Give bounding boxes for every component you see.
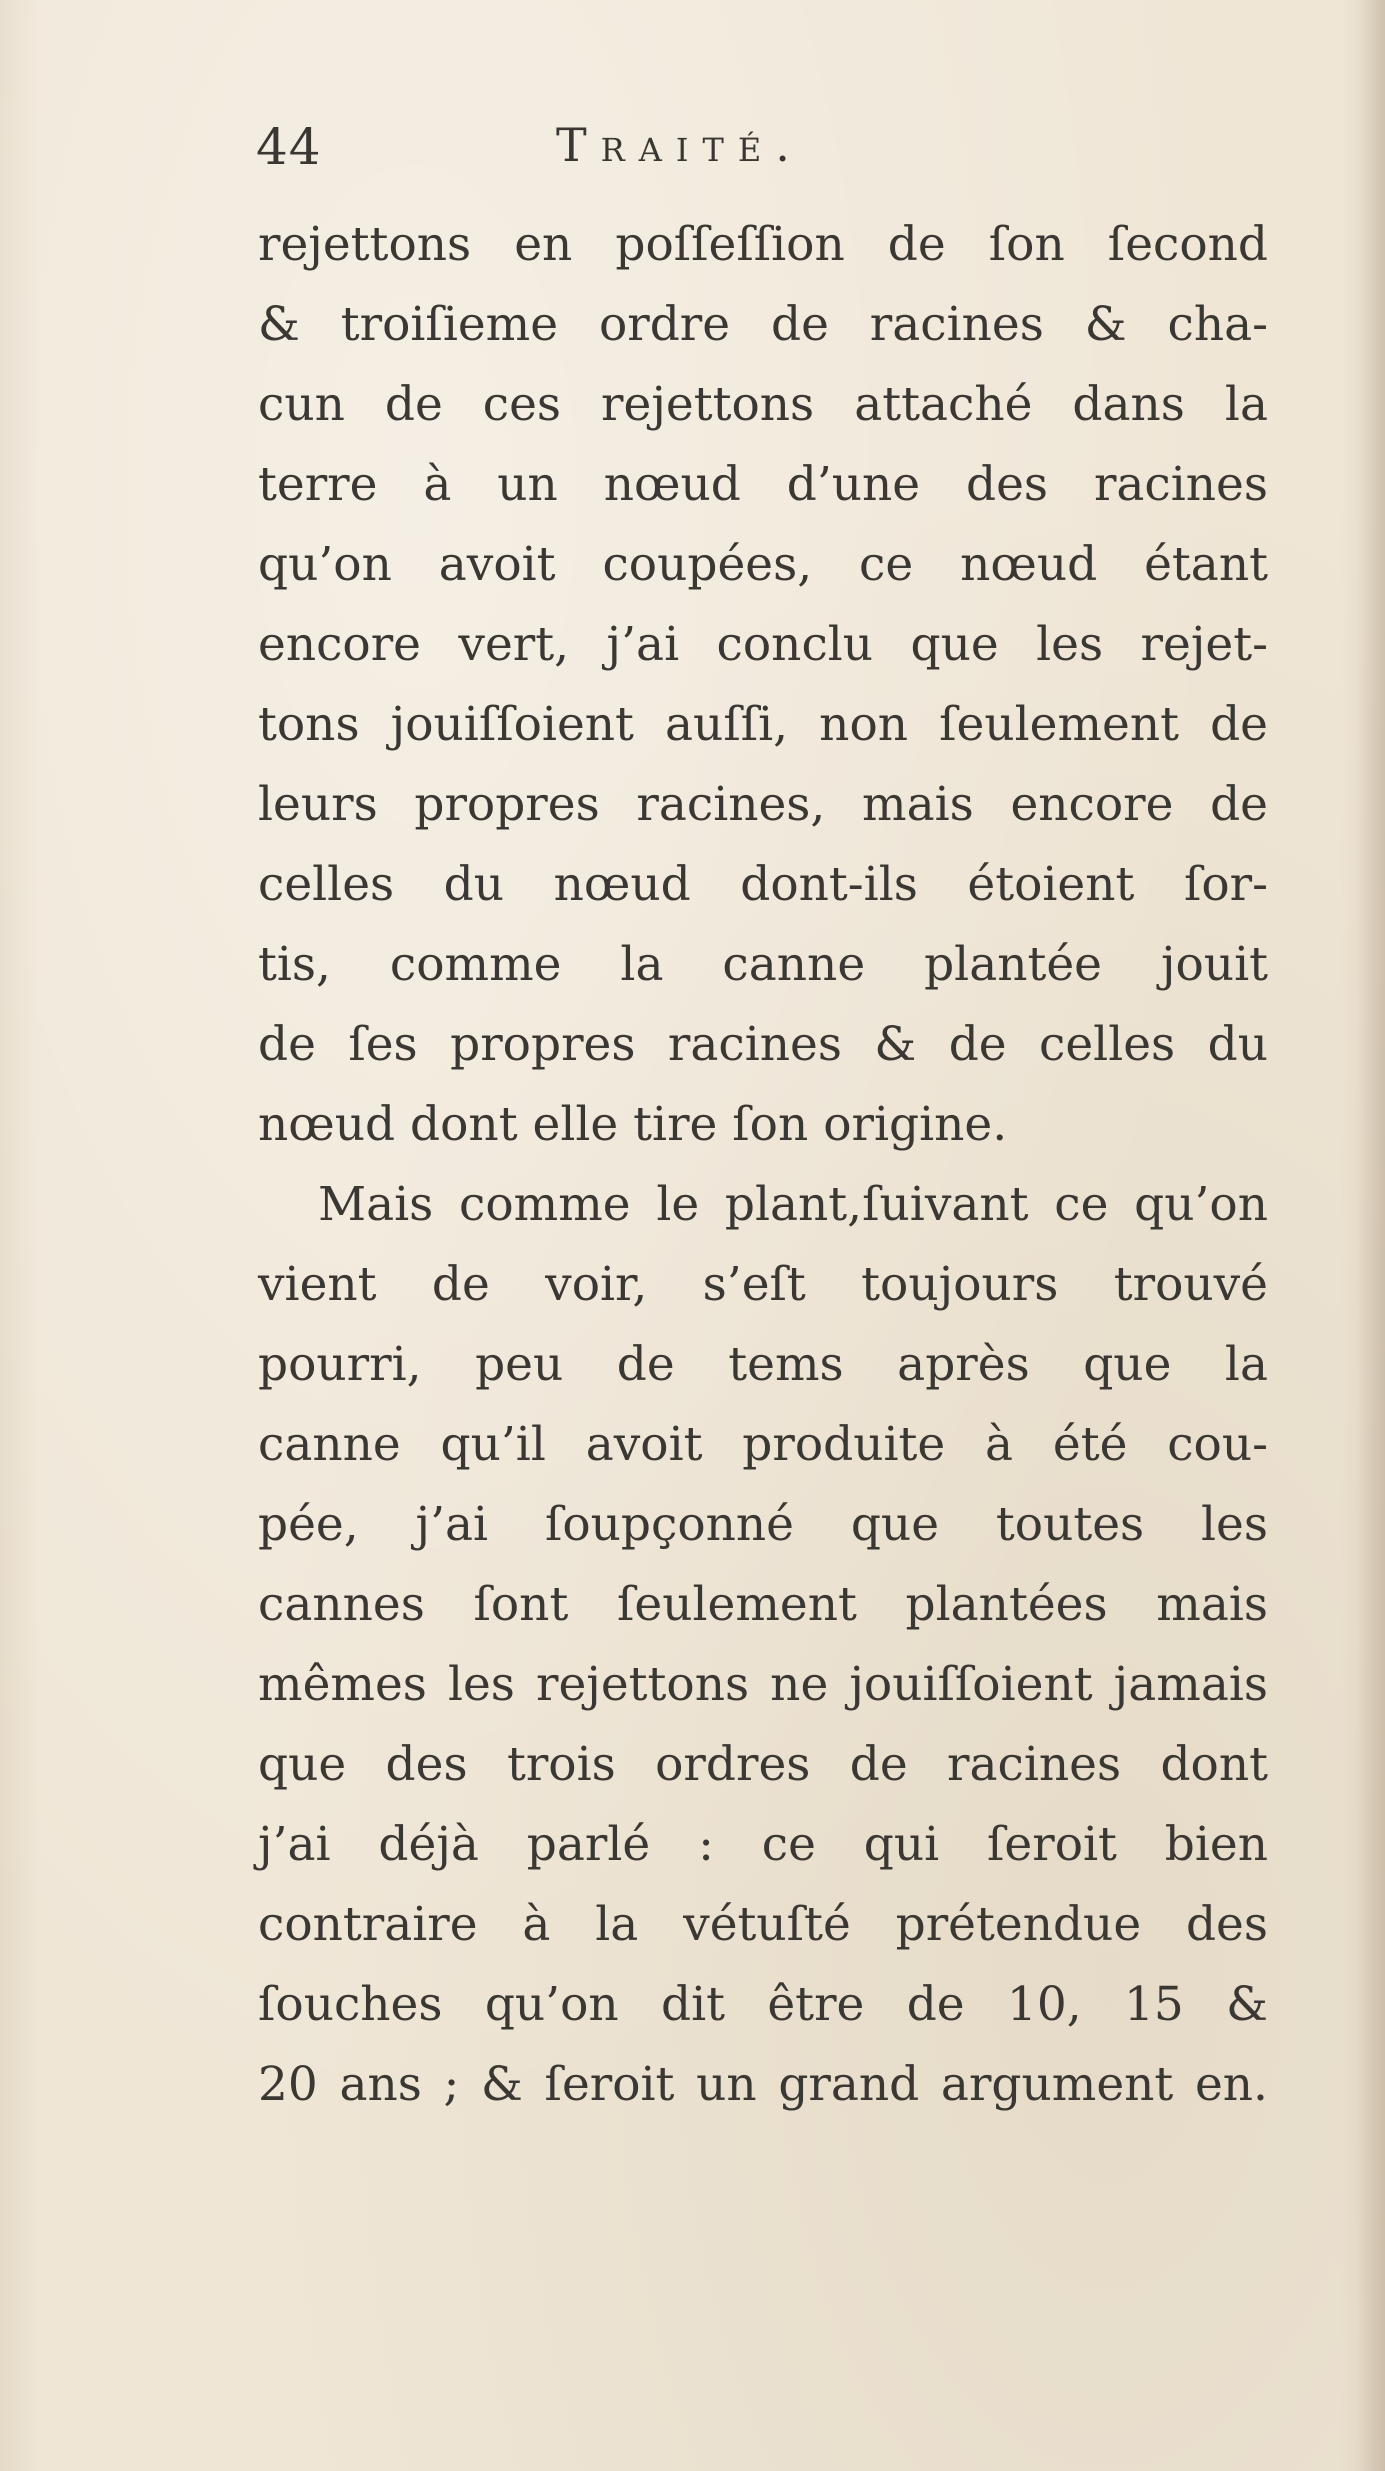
text-line: mêmes les rejettons ne jouiſſoient jamais: [258, 1657, 1268, 1712]
text-line: pourri, peu de tems après que la: [258, 1337, 1268, 1392]
text-line: nœud dont elle tire ſon origine.: [258, 1097, 1008, 1152]
text-line: que des trois ordres de racines dont: [258, 1737, 1268, 1792]
text-line: qu’on avoit coupées, ce nœud étant: [258, 537, 1268, 592]
text-line: canne qu’il avoit produite à été cou-: [258, 1417, 1268, 1472]
page-edge-shadow: [1357, 0, 1385, 2471]
page-header: [256, 118, 1016, 188]
text-line: Mais comme le plant,ſuivant ce qu’on: [318, 1177, 1268, 1232]
text-line: encore vert, j’ai conclu que les rejet-: [258, 617, 1268, 672]
text-line: cannes ſont ſeulement plantées mais: [258, 1577, 1268, 1632]
text-line: j’ai déjà parlé : ce qui ſeroit bien: [258, 1817, 1268, 1872]
text-line: rejettons en poſſeſſion de ſon ſecond: [258, 217, 1268, 272]
text-line: contraire à la vétuſté prétendue des: [258, 1897, 1268, 1952]
text-line: pée, j’ai ſoupçonné que toutes les: [258, 1497, 1268, 1552]
page-number: 44: [256, 118, 322, 176]
text-line: ſouches qu’on dit être de 10, 15 &: [258, 1977, 1268, 2032]
text-line: cun de ces rejettons attaché dans la: [258, 377, 1268, 432]
text-line: de ſes propres racines & de celles du: [258, 1017, 1268, 1072]
text-line: terre à un nœud d’une des racines: [258, 457, 1268, 512]
text-line: celles du nœud dont-ils étoient ſor-: [258, 857, 1268, 912]
text-line: leurs propres racines, mais encore de: [258, 777, 1268, 832]
text-line: tis, comme la canne plantée jouit: [258, 937, 1268, 992]
text-line: & troiſieme ordre de racines & cha-: [258, 297, 1268, 352]
text-line: vient de voir, s’eſt toujours trouvé: [258, 1257, 1268, 1312]
text-line: tons jouiſſoient auſſi, non ſeulement de: [258, 697, 1268, 752]
running-title: Traité.: [556, 118, 804, 172]
text-line: 20 ans ; & ſeroit un grand argument en.: [258, 2057, 1268, 2112]
body-text: [258, 205, 1268, 2125]
